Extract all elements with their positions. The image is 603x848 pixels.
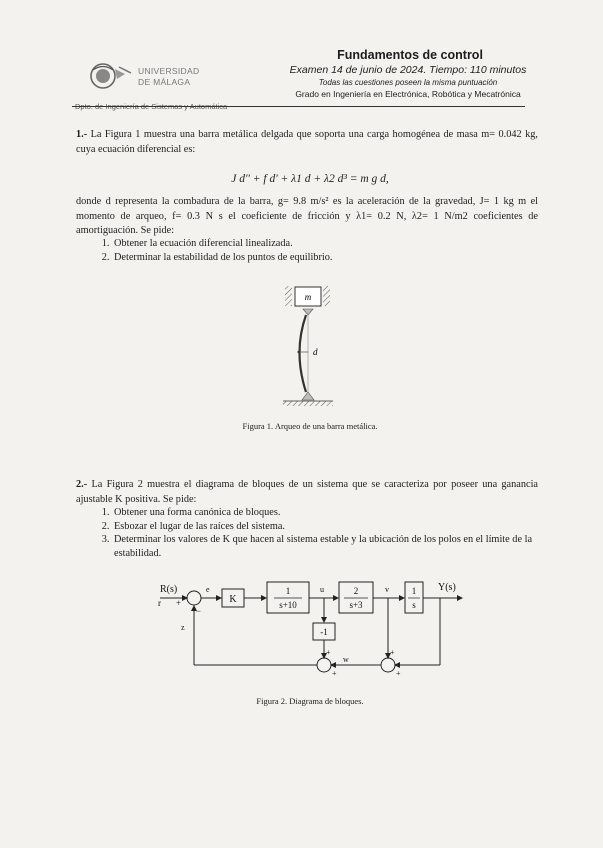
right-wall-icon — [323, 286, 330, 306]
question1-equation: J d'' + f d' + λ1 d + λ2 d³ = m g d, — [231, 173, 389, 185]
plus-sign: + — [326, 648, 331, 657]
bent-bar — [300, 315, 307, 392]
summing-junction-input — [187, 591, 201, 605]
summing-junction-right — [381, 658, 395, 672]
question2-task: 3. Determinar los valores de K que hacen al sistema estable y la ubicación de los polos en el límite de la estabilidad. — [112, 533, 542, 560]
block1-numerator: 1 — [285, 586, 291, 596]
question2-intro — [76, 478, 538, 507]
course-title: Fundamentos de control — [337, 48, 483, 62]
summing-junction-w — [317, 658, 331, 672]
z-label: z — [181, 623, 185, 632]
university-name-line2: DE MÁLAGA — [138, 77, 191, 87]
question1-task: 1. Obtener la ecuación diferencial linealizada. — [112, 237, 542, 251]
scoring-note: Todas las cuestiones poseen la misma puntuación — [318, 78, 498, 87]
question1-body: donde d representa la combadura de la barra, g= 9.8 m/s² es la aceleración de la gravedad, J= 1 kg m el momento de arqueo, f= 0.3 N s el coeficiente de fricción y λ1= 0.2 N, λ2= 1 N/m2 coeficientes de amortiguación. Se pide: — [76, 196, 538, 236]
question2-number: 2.- — [76, 479, 88, 490]
question1-task-list — [76, 237, 542, 264]
exam-info: Examen 14 de junio de 2024. Tiempo: 110 minutos — [289, 64, 527, 76]
header-divider — [72, 106, 525, 107]
input-label: R(s) — [160, 584, 178, 595]
figure2-caption: Figura 2. Diagrama de bloques. — [256, 696, 364, 706]
figure2-block-diagram — [150, 576, 470, 686]
v-label: v — [385, 585, 389, 594]
figure1-caption: Figura 1. Arqueo de una barra metálica. — [242, 421, 378, 431]
block2-denominator: s+3 — [349, 600, 363, 610]
plus-sign: + — [332, 669, 337, 678]
output-label: Y(s) — [438, 582, 456, 593]
u-label: u — [320, 585, 324, 594]
block2-numerator: 2 — [353, 586, 359, 596]
w-label: w — [343, 655, 349, 664]
question2-task: 1. Obtener una forma canónica de bloques. — [112, 506, 542, 520]
r-label: r — [158, 598, 161, 608]
question1-task: 2. Determinar la estabilidad de los puntos de equilibrio. — [112, 251, 542, 265]
plus-sign: + — [176, 598, 182, 608]
degree-name: Grado en Ingeniería en Electrónica, Robótica y Mecatrónica — [295, 89, 521, 99]
left-wall-icon — [285, 286, 292, 306]
plus-sign: + — [390, 648, 395, 657]
plus-sign: + — [396, 669, 401, 678]
university-name-line1: UNIVERSIDAD — [138, 66, 200, 76]
university-seal-icon — [89, 61, 133, 91]
figure1-bar-diagram — [275, 282, 345, 408]
question1-intro — [76, 128, 538, 157]
question1-number: 1.- — [76, 129, 88, 140]
e-label: e — [206, 585, 210, 594]
question2-intro-text: La Figura 2 muestra el diagrama de bloques de un sistema que se caracteriza por poseer una ganancia ajustable K positiva. Se pide: — [76, 479, 538, 505]
ground-icon — [283, 401, 333, 406]
mass-label: m — [304, 292, 312, 302]
gain-label: K — [229, 594, 237, 605]
feedback-block-label: -1 — [320, 627, 328, 637]
block1-denominator: s+10 — [279, 600, 297, 610]
block3-numerator: 1 — [411, 586, 417, 596]
question2-task: 2. Esbozar el lugar de las raíces del sistema. — [112, 520, 542, 534]
deflection-label: d — [313, 347, 318, 357]
question2-task-list — [76, 506, 542, 560]
block3-denominator: s — [412, 600, 416, 610]
question1-intro-text: La Figura 1 muestra una barra metálica delgada que soporta una carga homogénea de masa m= 0.042 kg, cuya ecuación diferencial es: — [76, 129, 538, 155]
minus-sign: − — [196, 606, 202, 616]
